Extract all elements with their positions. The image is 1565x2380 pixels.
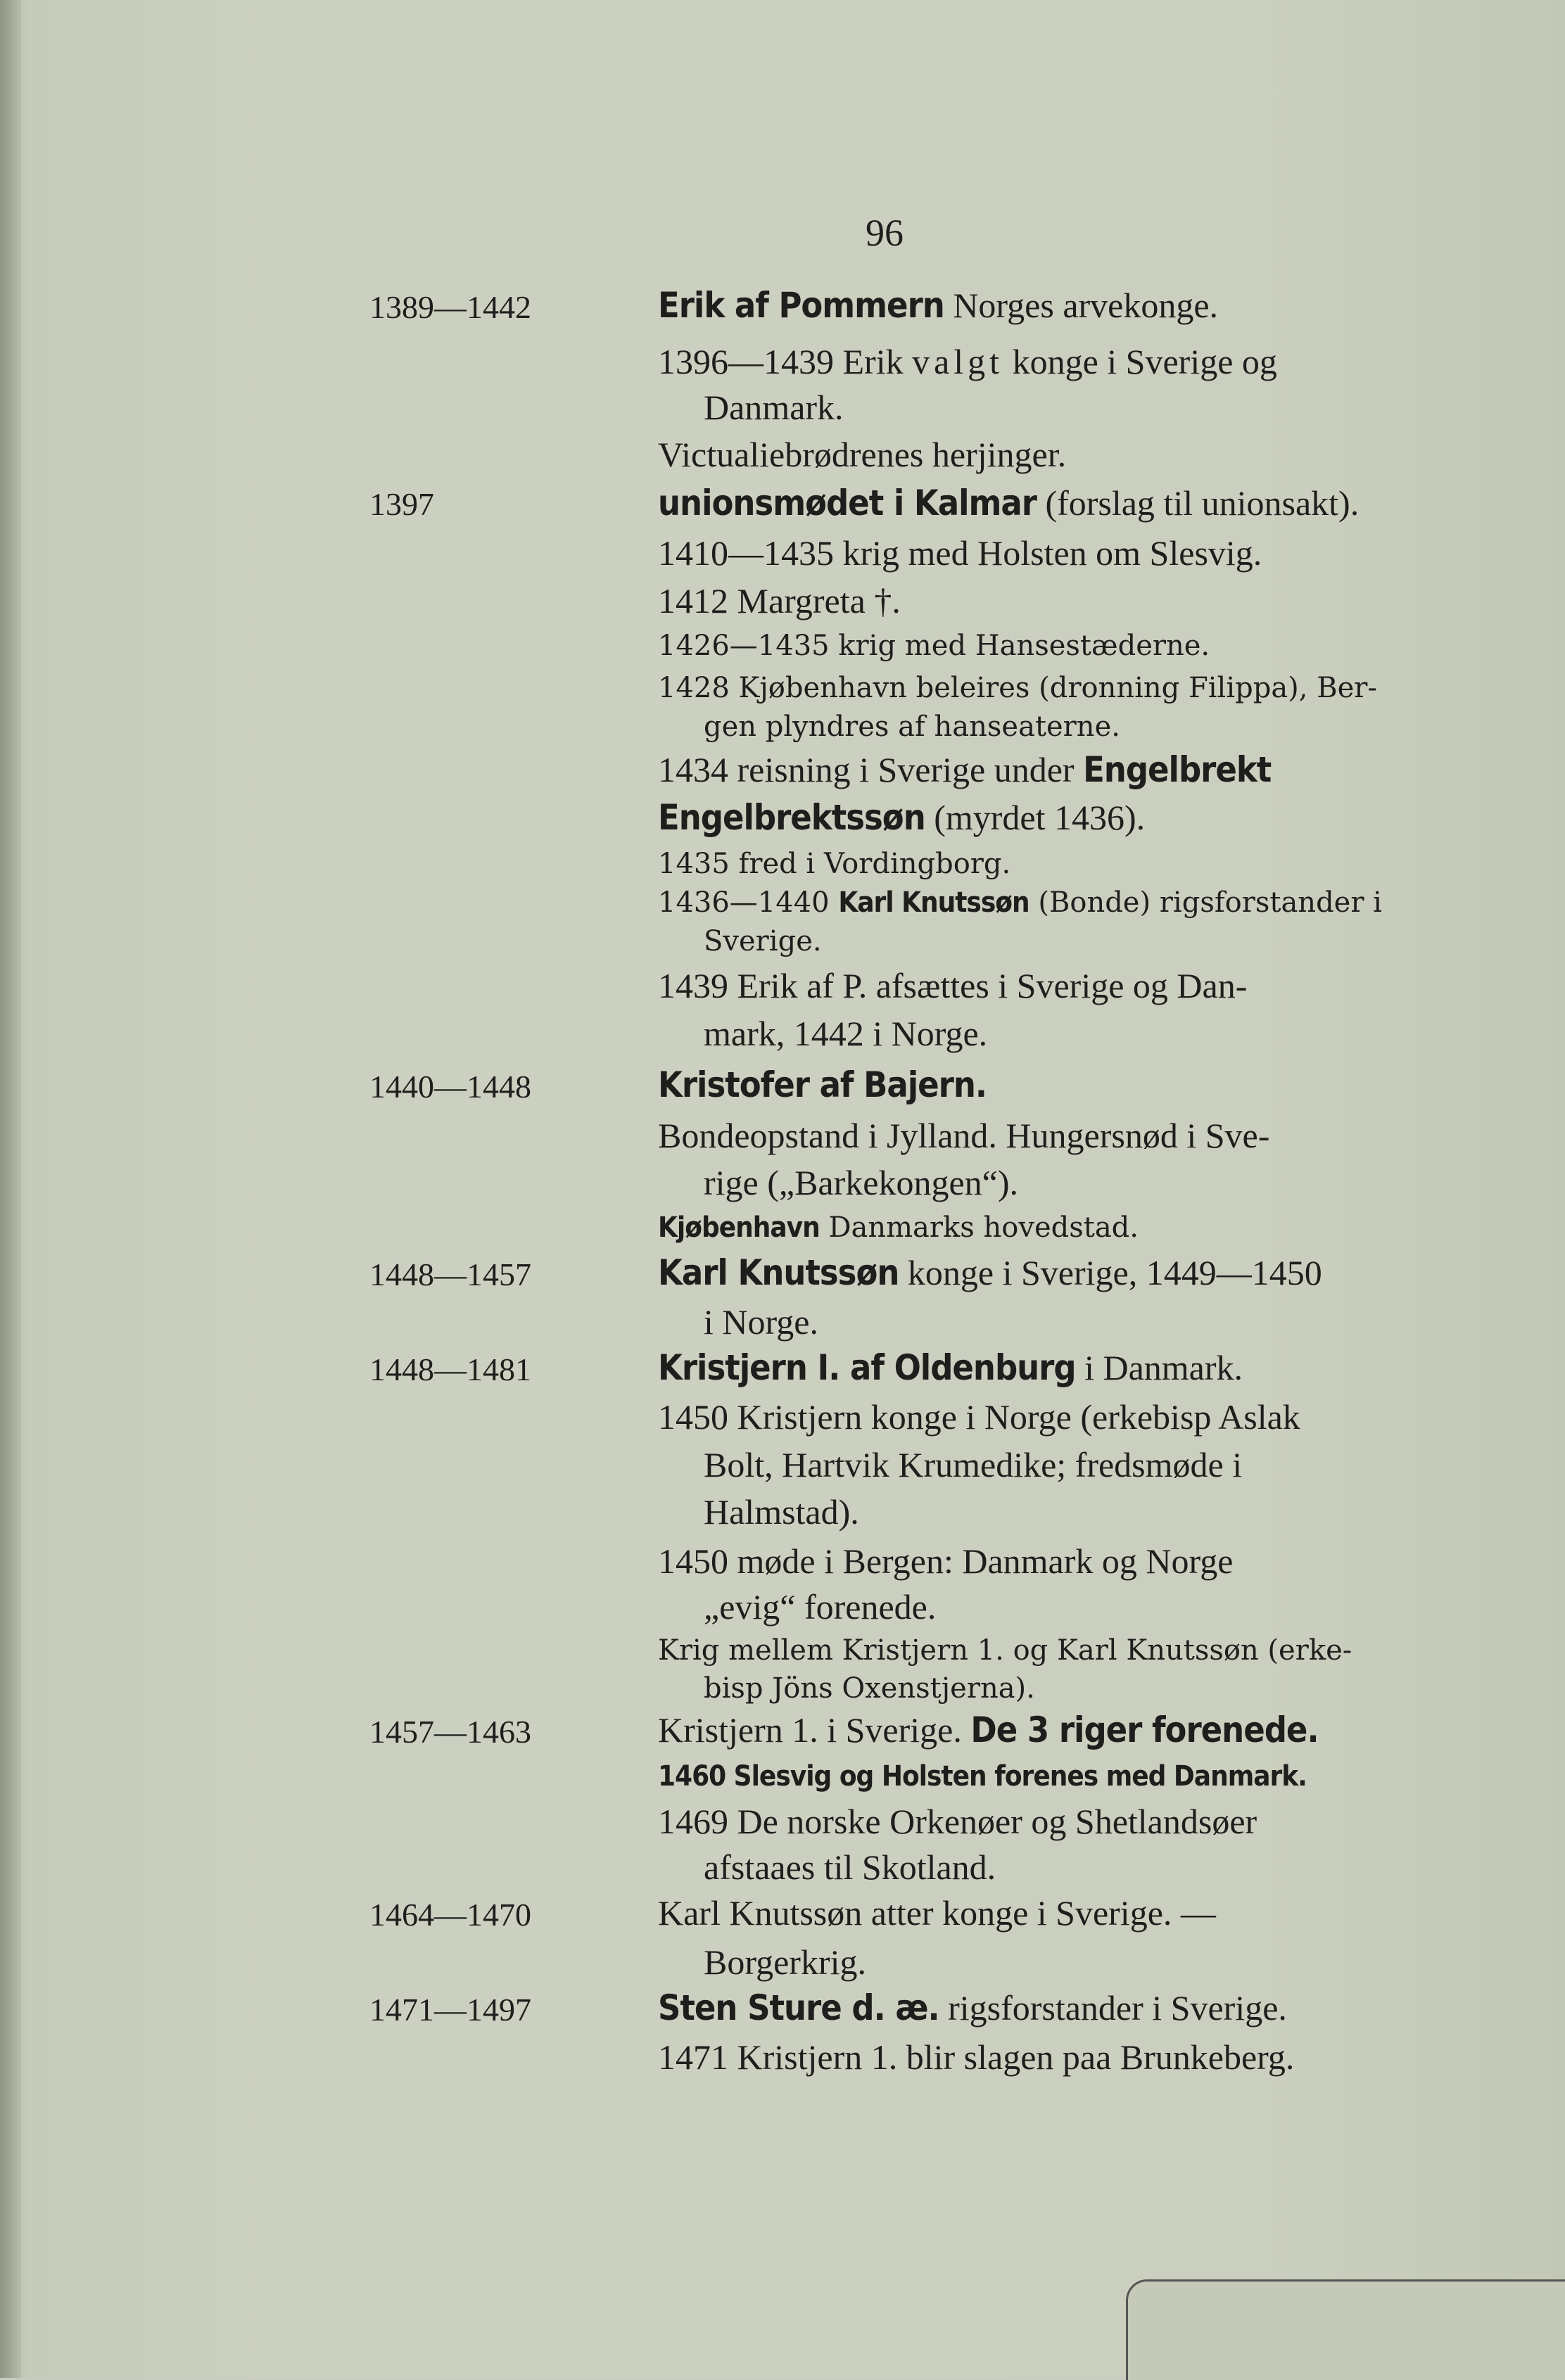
entry-line — [658, 749, 1432, 790]
entry-line: 1435 fred i Vordingborg. — [658, 848, 1011, 880]
entry-line: Borgerkrig. — [704, 1942, 866, 1982]
entry-line — [658, 1064, 1432, 1105]
entry-line: rige („Barkekongen“). — [704, 1163, 1018, 1202]
entry-line: 1471 Kristjern 1. blir slagen paa Brunkeberg. — [658, 2037, 1295, 2077]
entry-line — [658, 285, 1432, 326]
entry-line — [658, 1211, 1432, 1244]
entry-line: Victualiebrødrenes herjinger. — [658, 435, 1067, 474]
year-range: 1440—1448 — [369, 1069, 531, 1105]
ruler-name: Kristjern I. af Oldenburg — [658, 1347, 1076, 1388]
year-range: 1464—1470 — [369, 1897, 531, 1933]
year-range: 1397 — [369, 486, 434, 522]
ruler-name: Erik af Pommern — [658, 285, 944, 326]
entry-text: konge i Sverige, 1449—1450 — [899, 1253, 1322, 1292]
entry-line: Krig mellem Kristjern 1. og Karl Knutssøn (erke- — [658, 1634, 1352, 1667]
entry-text: (Bonde) rigsforstander i — [1029, 886, 1382, 919]
event-name: unionsmødet i Kalmar — [658, 483, 1037, 523]
page-spine-shadow — [0, 0, 21, 2378]
entry-line: Danmark. — [704, 388, 844, 427]
entry-text: konge i Sverige og — [1003, 342, 1277, 381]
person-name: Sten Sture d. æ. — [658, 1987, 939, 2028]
entry-line: „evig“ forenede. — [704, 1587, 937, 1627]
entry-text: 1434 reisning i Sverige under — [658, 750, 1084, 789]
entry-text: 1396—1439 Erik — [658, 342, 913, 381]
entry-line — [658, 1987, 1432, 2028]
entry-line: Bolt, Hartvik Krumedike; fredsmøde i — [704, 1445, 1243, 1484]
year-range: 1471—1497 — [369, 1992, 531, 2028]
ruler-name: Karl Knutssøn — [658, 1252, 899, 1293]
entry-line — [658, 797, 1432, 838]
entry-text: i Danmark. — [1075, 1348, 1243, 1387]
person-name: Karl Knutssøn — [838, 886, 1029, 919]
entry-line: 1426—1435 krig med Hansestæderne. — [658, 630, 1210, 662]
entry-text: Danmarks hovedstad. — [819, 1211, 1139, 1244]
place-name: Kjøbenhavn — [658, 1211, 820, 1244]
entry-line: gen plyndres af hanseaterne. — [704, 711, 1120, 743]
entry-line: mark, 1442 i Norge. — [704, 1014, 988, 1053]
entry-line: 1450 møde i Bergen: Danmark og Norge — [658, 1541, 1234, 1581]
entry-line: Sverige. — [704, 925, 822, 957]
entry-line: afstaaes til Skotland. — [704, 1847, 996, 1887]
ruler-name: Kristofer af Bajern. — [658, 1064, 987, 1105]
entry-line — [658, 483, 1432, 523]
entry-line — [658, 886, 1432, 919]
entry-line: bisp Jöns Oxenstjerna). — [704, 1672, 1035, 1705]
entry-text: Kristjern 1. i Sverige. — [658, 1710, 971, 1750]
entry-line — [658, 1710, 1432, 1750]
entry-line: 1410—1435 krig med Holsten om Slesvig. — [658, 533, 1262, 573]
entry-line: 1469 De norske Orkenøer og Shetlandsøer — [658, 1802, 1257, 1841]
year-range: 1457—1463 — [369, 1714, 531, 1750]
page-number: 96 — [866, 212, 904, 254]
entry-line: 1428 Kjøbenhavn beleires (dronning Filippa), Ber- — [658, 672, 1377, 704]
entry-line: Karl Knutssøn atter konge i Sverige. — — [658, 1893, 1216, 1933]
year-range: 1448—1457 — [369, 1256, 531, 1292]
page-tab — [1126, 2279, 1565, 2380]
person-name: Engelbrekt — [1083, 749, 1272, 790]
entry-line — [658, 1252, 1432, 1293]
entry-line: 1450 Kristjern konge i Norge (erkebisp Aslak — [658, 1397, 1300, 1437]
entry-line: i Norge. — [704, 1302, 818, 1342]
entry-line — [658, 341, 1432, 382]
year-range: 1389—1442 — [369, 289, 531, 325]
entry-line: Halmstad). — [704, 1492, 859, 1532]
entry-text: (forslag til unionsakt). — [1036, 483, 1360, 523]
entry-line: Bondeopstand i Jylland. Hungersnød i Sve- — [658, 1116, 1270, 1155]
entry-line: 1439 Erik af P. afsættes i Sverige og Dan- — [658, 966, 1248, 1005]
event-text: 1460 Slesvig og Holsten forenes med Danmark. — [658, 1760, 1307, 1793]
emphasis-text: valgt — [912, 342, 1004, 381]
person-name: Engelbrektssøn — [658, 797, 925, 838]
event-name: De 3 riger forenede. — [970, 1710, 1319, 1750]
entry-text: rigsforstander i Sverige. — [939, 1988, 1287, 2028]
entry-text: 1436—1440 — [658, 886, 839, 919]
entry-text: Norges arvekonge. — [944, 286, 1219, 325]
entry-text: (myrdet 1436). — [925, 798, 1146, 837]
entry-line — [658, 1347, 1432, 1388]
entry-line — [658, 1760, 1432, 1793]
year-range: 1448—1481 — [369, 1351, 531, 1387]
entry-line: 1412 Margreta †. — [658, 581, 901, 621]
